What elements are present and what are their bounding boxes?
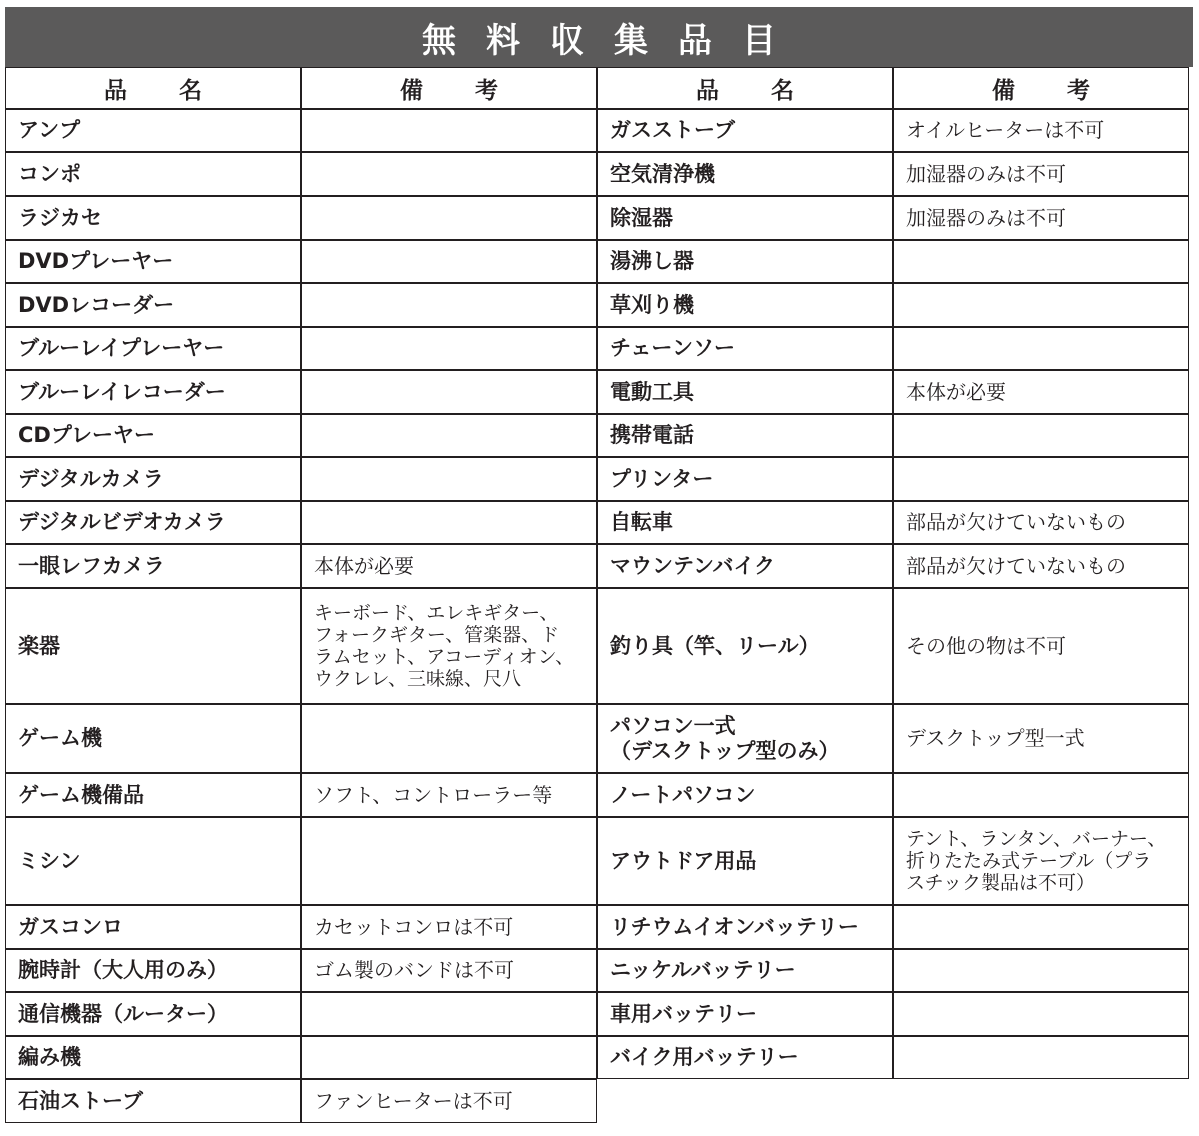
- left-item-remark: [301, 817, 597, 905]
- table-row: [597, 370, 1189, 414]
- left-item-name: ブルーレイプレーヤー: [5, 327, 301, 370]
- right-item-remark: [893, 905, 1189, 949]
- table-row: [597, 544, 1189, 588]
- left-item-name: 石油ストーブ: [5, 1079, 301, 1123]
- left-item-name: 腕時計（大人用のみ）: [5, 949, 301, 992]
- right-item-name: ニッケルバッテリー: [597, 949, 893, 992]
- table-row: [597, 283, 1189, 327]
- left-item-remark: [301, 370, 597, 414]
- table-row: [597, 905, 1189, 949]
- table-body: [5, 109, 1193, 1123]
- left-item-name: ガスコンロ: [5, 905, 301, 949]
- right-item-remark: [893, 457, 1189, 501]
- header-remarks-right: 備考: [893, 67, 1189, 109]
- table-row: [5, 327, 597, 370]
- collection-items-table: [5, 7, 1193, 1123]
- right-item-remark: 加湿器のみは不可: [893, 152, 1189, 196]
- table-row: [597, 196, 1189, 240]
- left-item-remark: ソフト、コントローラー等: [301, 773, 597, 817]
- table-row: [5, 240, 597, 283]
- right-item-name: マウンテンバイク: [597, 544, 893, 588]
- left-item-remark: キーボード、エレキギター、 フォークギター、管楽器、ド ラムセット、アコーディオン、 ウクレレ、三味線、尺八: [301, 588, 597, 704]
- table-row: [5, 1036, 597, 1079]
- left-item-remark: ファンヒーターは不可: [301, 1079, 597, 1123]
- right-item-remark: [893, 992, 1189, 1036]
- table-row: [5, 109, 597, 152]
- header-item-name-right: 品名: [597, 67, 893, 109]
- left-item-name: コンポ: [5, 152, 301, 196]
- table-title: 無料収集品目: [5, 7, 1193, 67]
- table-row: [5, 905, 597, 949]
- header-row: [5, 67, 1193, 109]
- table-row: [5, 992, 597, 1036]
- right-column: [597, 109, 1189, 1123]
- right-item-remark: [893, 949, 1189, 992]
- header-remarks-left: 備考: [301, 67, 597, 109]
- left-column: [5, 109, 597, 1123]
- left-item-name: アンプ: [5, 109, 301, 152]
- right-item-name: 携帯電話: [597, 414, 893, 457]
- right-item-name: 除湿器: [597, 196, 893, 240]
- left-item-remark: [301, 283, 597, 327]
- right-item-remark: 本体が必要: [893, 370, 1189, 414]
- right-item-remark: その他の物は不可: [893, 588, 1189, 704]
- right-item-name: ガスストーブ: [597, 109, 893, 152]
- left-item-remark: カセットコンロは不可: [301, 905, 597, 949]
- right-item-name: プリンター: [597, 457, 893, 501]
- left-item-name: CDプレーヤー: [5, 414, 301, 457]
- right-item-name: アウトドア用品: [597, 817, 893, 905]
- right-item-remark: デスクトップ型一式: [893, 704, 1189, 773]
- table-row: [5, 949, 597, 992]
- left-item-name: ミシン: [5, 817, 301, 905]
- right-item-remark: [893, 414, 1189, 457]
- left-item-remark: [301, 240, 597, 283]
- right-item-name: 車用バッテリー: [597, 992, 893, 1036]
- table-row: [597, 240, 1189, 283]
- right-item-name: 自転車: [597, 501, 893, 544]
- left-item-name: ブルーレイレコーダー: [5, 370, 301, 414]
- right-item-remark: [893, 327, 1189, 370]
- left-item-remark: [301, 196, 597, 240]
- left-item-name: ラジカセ: [5, 196, 301, 240]
- table-row: [597, 109, 1189, 152]
- left-item-remark: [301, 501, 597, 544]
- table-row: [5, 544, 597, 588]
- table-row: [5, 501, 597, 544]
- table-row: [5, 152, 597, 196]
- right-item-remark: [893, 1036, 1189, 1079]
- left-item-remark: 本体が必要: [301, 544, 597, 588]
- table-row: [5, 773, 597, 817]
- right-item-remark: [893, 240, 1189, 283]
- left-item-remark: [301, 992, 597, 1036]
- table-row: [597, 1036, 1189, 1079]
- right-item-name: パソコン一式 （デスクトップ型のみ）: [597, 704, 893, 773]
- table-row: [597, 992, 1189, 1036]
- left-item-remark: [301, 414, 597, 457]
- right-item-name: ノートパソコン: [597, 773, 893, 817]
- table-row: [597, 501, 1189, 544]
- left-item-remark: [301, 109, 597, 152]
- table-row: [5, 196, 597, 240]
- left-item-remark: [301, 152, 597, 196]
- left-item-remark: [301, 327, 597, 370]
- right-item-name: 草刈り機: [597, 283, 893, 327]
- left-item-name: DVDプレーヤー: [5, 240, 301, 283]
- left-item-name: 編み機: [5, 1036, 301, 1079]
- table-row: [597, 817, 1189, 905]
- right-item-name: 空気清浄機: [597, 152, 893, 196]
- table-row: [597, 773, 1189, 817]
- right-item-remark: テント、ランタン、バーナー、 折りたたみ式テーブル（プラ スチック製品は不可）: [893, 817, 1189, 905]
- right-item-remark: [893, 773, 1189, 817]
- table-row: [5, 414, 597, 457]
- left-item-name: 一眼レフカメラ: [5, 544, 301, 588]
- table-row: [597, 588, 1189, 704]
- right-item-name: リチウムイオンバッテリー: [597, 905, 893, 949]
- left-item-name: デジタルビデオカメラ: [5, 501, 301, 544]
- right-item-remark: 部品が欠けていないもの: [893, 501, 1189, 544]
- table-row: [5, 588, 597, 704]
- table-row: [597, 949, 1189, 992]
- left-item-name: 通信機器（ルーター）: [5, 992, 301, 1036]
- table-row: [597, 414, 1189, 457]
- left-item-name: DVDレコーダー: [5, 283, 301, 327]
- table-row: [5, 283, 597, 327]
- table-row: [597, 327, 1189, 370]
- left-item-name: デジタルカメラ: [5, 457, 301, 501]
- left-item-name: 楽器: [5, 588, 301, 704]
- right-item-remark: 加湿器のみは不可: [893, 196, 1189, 240]
- header-item-name-left: 品名: [5, 67, 301, 109]
- right-item-name: 釣り具（竿、リール）: [597, 588, 893, 704]
- left-item-remark: ゴム製のバンドは不可: [301, 949, 597, 992]
- left-item-remark: [301, 1036, 597, 1079]
- right-item-name: バイク用バッテリー: [597, 1036, 893, 1079]
- right-item-remark: 部品が欠けていないもの: [893, 544, 1189, 588]
- right-item-name: 湯沸し器: [597, 240, 893, 283]
- table-row: [5, 704, 597, 773]
- left-item-name: ゲーム機: [5, 704, 301, 773]
- table-row: [597, 704, 1189, 773]
- right-item-remark: [893, 283, 1189, 327]
- table-row: [5, 1079, 597, 1123]
- right-item-remark: オイルヒーターは不可: [893, 109, 1189, 152]
- right-item-name: チェーンソー: [597, 327, 893, 370]
- left-item-remark: [301, 457, 597, 501]
- table-row: [597, 457, 1189, 501]
- right-item-name: 電動工具: [597, 370, 893, 414]
- table-row: [5, 457, 597, 501]
- table-row: [5, 817, 597, 905]
- left-item-remark: [301, 704, 597, 773]
- left-item-name: ゲーム機備品: [5, 773, 301, 817]
- table-row: [5, 370, 597, 414]
- table-row: [597, 152, 1189, 196]
